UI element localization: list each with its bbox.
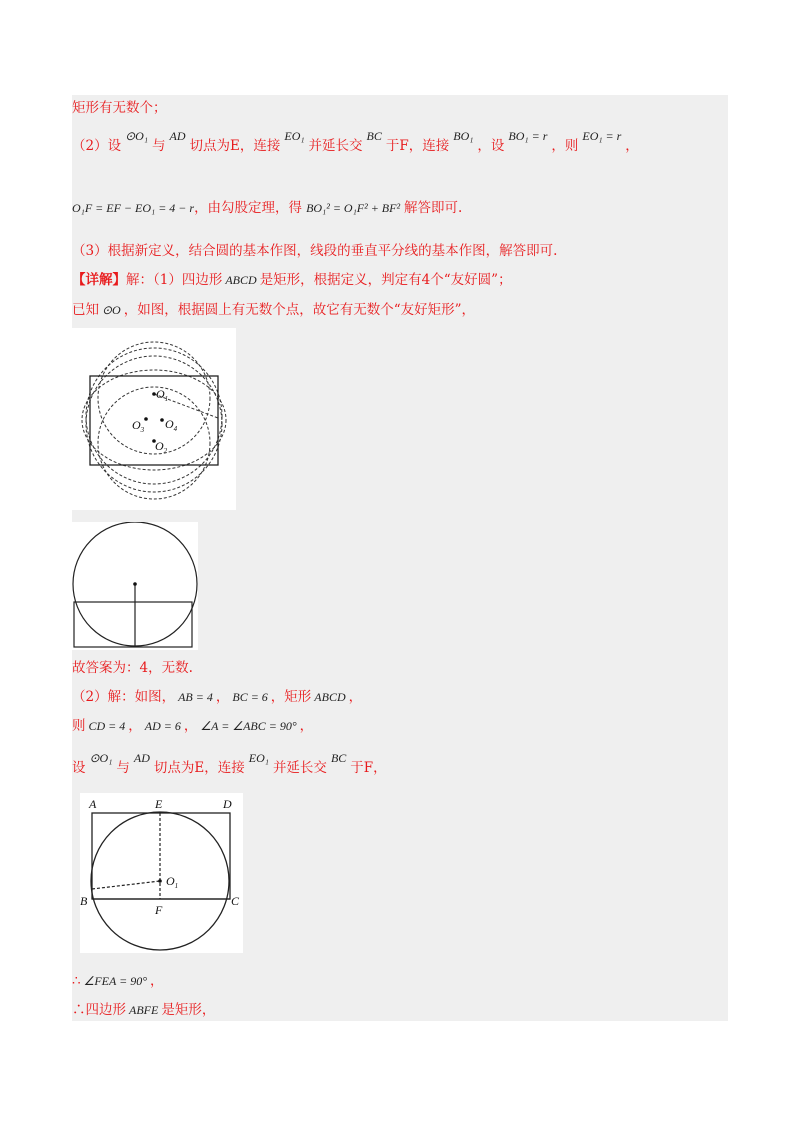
math-eo1: EO₁	[284, 129, 305, 143]
answer-text: 故答案为：4，无数.	[72, 660, 193, 676]
label-f: F	[155, 903, 163, 917]
math-o1f: O₁F = EF − EO₁ = 4 − r	[72, 201, 195, 215]
label-o1: $O_1$	[166, 874, 179, 890]
line-9-part: ，	[183, 718, 198, 734]
dashed-circle	[98, 342, 210, 454]
line-10-part: 并延长交	[272, 760, 327, 776]
math-ad6: AD = 6	[144, 719, 181, 733]
text-line-5	[72, 270, 512, 290]
line-2-part: ，则	[551, 138, 579, 154]
line-3-part: 解答即可.	[404, 200, 463, 216]
text-line-10	[72, 751, 387, 778]
label-a: A	[89, 797, 97, 811]
math-ad: AD	[133, 751, 150, 765]
dashed-bo1	[92, 881, 160, 889]
therefore-symbol: ∴	[72, 973, 81, 989]
line-12-part: 是矩形，	[161, 1002, 216, 1018]
text-line-3	[72, 198, 462, 218]
detail-heading: 【详解】	[72, 272, 126, 288]
line-2-part: ，设	[477, 138, 505, 154]
math-angles: ∠A = ∠ABC = 90°	[200, 719, 297, 733]
dashed-circle	[98, 387, 210, 499]
line-9-part: ，	[299, 718, 314, 734]
line-1-text: 矩形有无数个；	[72, 100, 167, 116]
math-angle-fea: ∠FEA = 90°	[83, 974, 148, 988]
figure-friendly-rectangle	[72, 522, 198, 650]
line-10-part: 与	[116, 760, 130, 776]
line-2-part: 与	[152, 138, 166, 154]
line-8-part: ，	[348, 689, 363, 705]
center-point	[133, 582, 137, 586]
label-d: D	[223, 797, 232, 811]
math-bc: BC	[366, 129, 382, 143]
text-line-2	[72, 129, 639, 156]
rectangle	[90, 376, 218, 465]
figure-friendly-circles	[72, 328, 236, 510]
label-b: B	[80, 894, 88, 908]
line-5-part: 是矩形，根据定义，判定有4个“友好圆”；	[259, 272, 512, 288]
text-line-6	[72, 300, 475, 320]
dashed-circle	[82, 370, 226, 470]
text-line-4	[72, 241, 557, 261]
math-bc: BC	[330, 751, 347, 765]
line-2-part: （2）设	[72, 138, 122, 154]
text-line-1	[72, 98, 167, 118]
math-abcd: ABCD	[314, 690, 346, 704]
math-o1: ⊙O₁	[89, 751, 113, 765]
line-5-part: 解：（1）四边形	[126, 272, 223, 288]
text-line-7	[72, 658, 193, 678]
label-o4: $O_4$	[165, 417, 178, 433]
label-o2: $O_2$	[155, 439, 168, 455]
line-6-part: 已知	[72, 302, 99, 318]
line-3-part: ，由勾股定理，得	[194, 200, 303, 216]
line-2-part: ，	[625, 138, 639, 154]
line-4-text: （3）根据新定义，结合圆的基本作图，线段的垂直平分线的基本作图，解答即可.	[72, 243, 558, 259]
point-o4	[160, 418, 164, 422]
line-6-part: ，如图，根据圆上有无数个点，故它有无数个“友好矩形”，	[123, 302, 476, 318]
math-abfe: ABFE	[129, 1003, 159, 1017]
math-cd4: CD = 4	[88, 719, 126, 733]
label-o1: $O_1$	[156, 387, 169, 403]
line-12-part: ∴四边形	[72, 1002, 126, 1018]
line-10-part: 于F，	[350, 760, 387, 776]
text-line-9	[72, 716, 313, 736]
text-line-12	[72, 1000, 215, 1020]
line-2-part: 切点为E，连接	[189, 138, 281, 154]
math-circle-o: ⊙O	[102, 303, 121, 317]
math-bo1-r: BO₁ = r	[508, 129, 548, 143]
line-8-part: ，矩形	[270, 689, 312, 705]
line-10-part: 切点为E，连接	[153, 760, 245, 776]
line-8-part: ，	[215, 689, 230, 705]
label-e: E	[155, 797, 163, 811]
math-ad: AD	[169, 129, 186, 143]
line-9-part: 则	[72, 718, 86, 734]
label-c: C	[231, 894, 240, 908]
math-abcd: ABCD	[225, 273, 257, 287]
math-pythag: BO₁² = O₁F² + BF²	[306, 201, 401, 215]
point-o3	[144, 417, 148, 421]
line-9-part: ，	[128, 718, 142, 734]
line-11-part: ，	[150, 973, 164, 989]
math-o1: ⊙O₁	[125, 129, 148, 143]
math-bo1: BO₁	[453, 129, 474, 143]
math-bc6: BC = 6	[232, 690, 268, 704]
line-10-part: 设	[72, 760, 86, 776]
line-8-part: （2）解：如图，	[72, 689, 176, 705]
text-line-8	[72, 687, 362, 707]
line-2-part: 于F，连接	[385, 138, 450, 154]
figure-rectangle-circle	[80, 793, 243, 953]
point-o1	[158, 879, 162, 883]
math-eo1-r: EO₁ = r	[582, 129, 622, 143]
label-o3: $O_3$	[132, 418, 145, 434]
rectangle	[74, 602, 192, 647]
math-ab4: AB = 4	[178, 690, 213, 704]
math-eo1: EO₁	[248, 751, 269, 765]
text-line-11	[72, 971, 164, 991]
line-2-part: 并延长交	[308, 138, 363, 154]
